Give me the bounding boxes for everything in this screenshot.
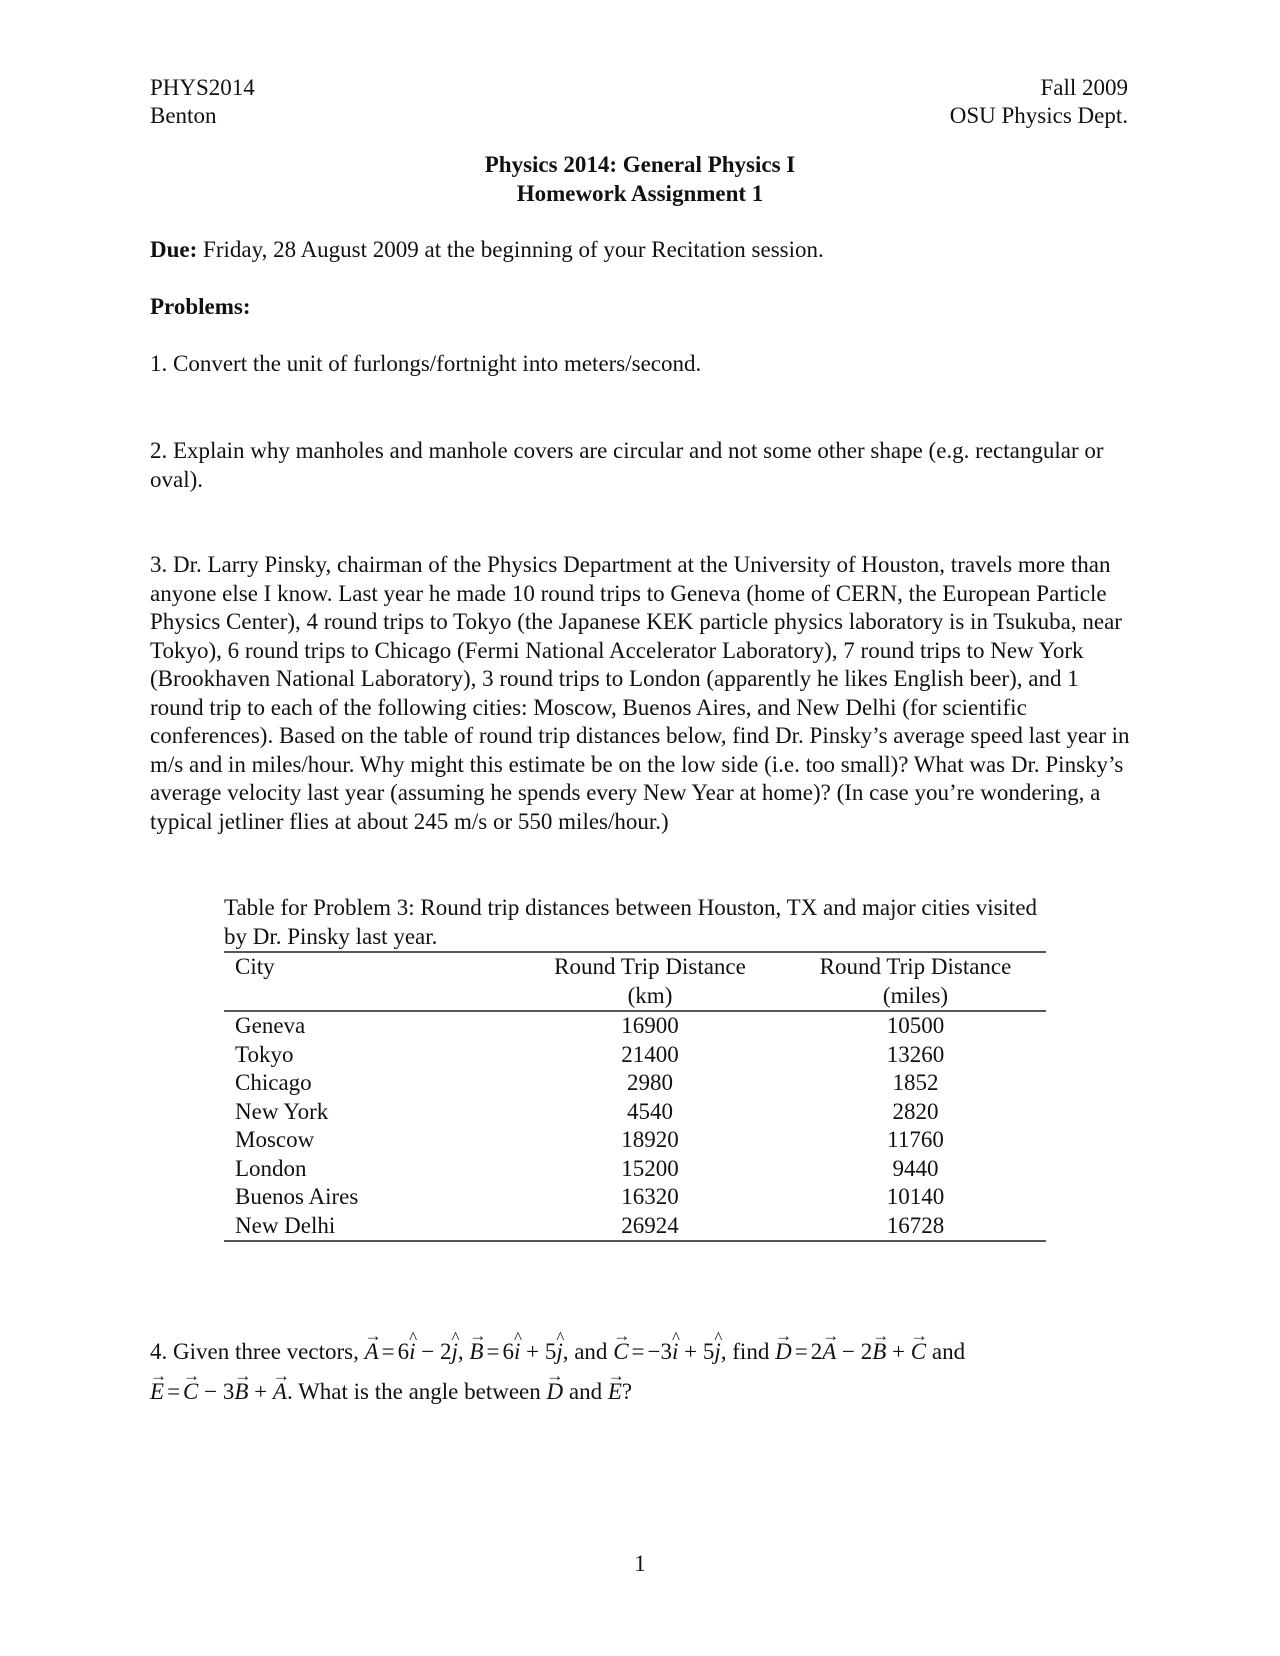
cell-city: New Delhi [224,1212,515,1242]
cell-city: New York [235,1098,329,1124]
cell-km: 2980 [627,1070,673,1095]
problem-4: 4. Given three vectors, → A = 6^ i − 2^ j, → B = 6^ i + 5^ j, and → C = −3^ i + 5^ j, find → D = 2→ A − 2→ B + → C and → E =→ C − 3→ B + → A. What is the angle between → D and → E? [150,1332,1150,1412]
title-line-2: Homework Assignment 1 [516,181,764,206]
problem-4-and3: and [568,1379,603,1404]
vector-c-def: → C = −3^ i + 5^ j [613,1339,721,1364]
cell-city: London [235,1155,307,1181]
cell-km: 21400 [621,1041,679,1067]
vector-b-def: → B = 6^ i + 5^ j [469,1339,562,1364]
cell-miles: 10140 [886,1184,945,1209]
cell-city: Moscow [235,1127,315,1152]
problems-heading: Problems: [150,294,251,319]
problem-1: 1. Convert the unit of furlongs/fortnight into meters/second. [150,351,702,376]
cell-city: Tokyo [235,1041,294,1067]
cell-city: Chicago [235,1070,312,1095]
vector-d: → D [547,1372,564,1412]
table-row [224,1041,1046,1070]
cell-km: 16320 [621,1184,679,1209]
vector-a-def: → A = 6^ i − 2^ j [365,1339,458,1364]
cell-km: 16900 [621,1013,679,1038]
cell-km: 4540 [627,1098,673,1124]
distance-table [224,894,1046,1242]
vector-e-def: → E =→ C − 3→ B + → A [150,1379,287,1404]
table-row [224,1011,1046,1041]
problem-4-question: . What is the angle between [286,1379,541,1404]
header-right [950,74,1128,130]
problem-4-find: , find [720,1339,770,1364]
due-line [150,236,1130,265]
cell-miles: 16728 [785,1212,1046,1242]
cell-miles: 10500 [886,1013,945,1038]
cell-km: 26924 [515,1212,785,1242]
vector-d-def: → D = 2→ A − 2→ B + → C [775,1339,926,1364]
instructor-name: Benton [150,103,217,128]
problem-4-and1: , and [562,1339,608,1364]
table-header-units-row [224,982,1046,1012]
col-unit-miles: (miles) [785,982,1046,1012]
cell-miles: 1852 [892,1070,939,1095]
cell-km: 15200 [621,1155,679,1181]
department: OSU Physics Dept. [949,103,1128,128]
header-left [150,74,255,130]
course-code: PHYS2014 [150,75,255,100]
cell-miles: 11760 [887,1127,944,1152]
cell-miles: 13260 [886,1041,945,1067]
table-header-row [224,952,1046,982]
problem-3: 3. Dr. Larry Pinsky, chairman of the Physics Department at the University of Houston, travels more than anyone else I know. Last year he made 10 round trips to Geneva (home of CERN, the European Particle Physics Center), 4 round trips to Tokyo (the Japanese KEK particle physics laboratory is in Tsukuba, near Tokyo), 6 round trips to Chicago (Fermi National Accelerator Laboratory), 7 round trips to New York (Brookhaven National Laboratory), 3 round trips to London (apparently he likes English beer), and 1 round trip to each of the following cities: Moscow, Buenos Aires, and New Delhi (for scientific conferences). Based on the table of round trip distances below, find Dr. Pinsky’s average speed last year in m/s and in miles/hour. Why might this estimate be on the low side (i.e. too small)? What was Dr. Pinsky’s average velocity last year (assuming he spends every New Year at home)? (In case you’re wondering, a typical jetliner flies at about 245 m/s or 550 miles/hour.) [150,552,1130,834]
cell-miles: 9440 [892,1155,939,1181]
col-header-city: City [224,952,515,982]
cell-miles: 2820 [892,1098,939,1124]
col-unit-km: (km) [515,982,785,1012]
problem-4-and2: and [931,1339,966,1364]
cell-city: Geneva [235,1013,306,1038]
due-label: Due: [150,237,198,262]
table-row [224,1155,1046,1184]
vector-e: → E [608,1372,622,1412]
document-title [0,150,1280,208]
table-row [224,1183,1046,1212]
col-header-miles: Round Trip Distance [785,952,1046,982]
title-line-1: Physics 2014: General Physics I [484,152,796,177]
col-header-km: Round Trip Distance [515,952,785,982]
table-row [224,1098,1046,1127]
table-caption: Table for Problem 3: Round trip distances between Houston, TX and major cities visited by Dr. Pinsky last year. [224,895,1038,949]
distance-table-grid [224,951,1046,1242]
page-number: 1 [634,1551,646,1576]
problem-4-intro: 4. Given three vectors, [150,1339,359,1364]
cell-km: 18920 [621,1127,679,1152]
term: Fall 2009 [1040,75,1128,100]
due-text: Friday, 28 August 2009 at the beginning of your Recitation session. [197,237,824,262]
table-row [224,1069,1046,1098]
table-row [224,1126,1046,1155]
cell-city: Buenos Aires [235,1184,359,1209]
problem-4-qmark: ? [621,1379,633,1404]
problem-2: 2. Explain why manholes and manhole covers are circular and not some other shape (e.g. rectangular or oval). [150,438,1104,492]
table-row [224,1212,1046,1242]
